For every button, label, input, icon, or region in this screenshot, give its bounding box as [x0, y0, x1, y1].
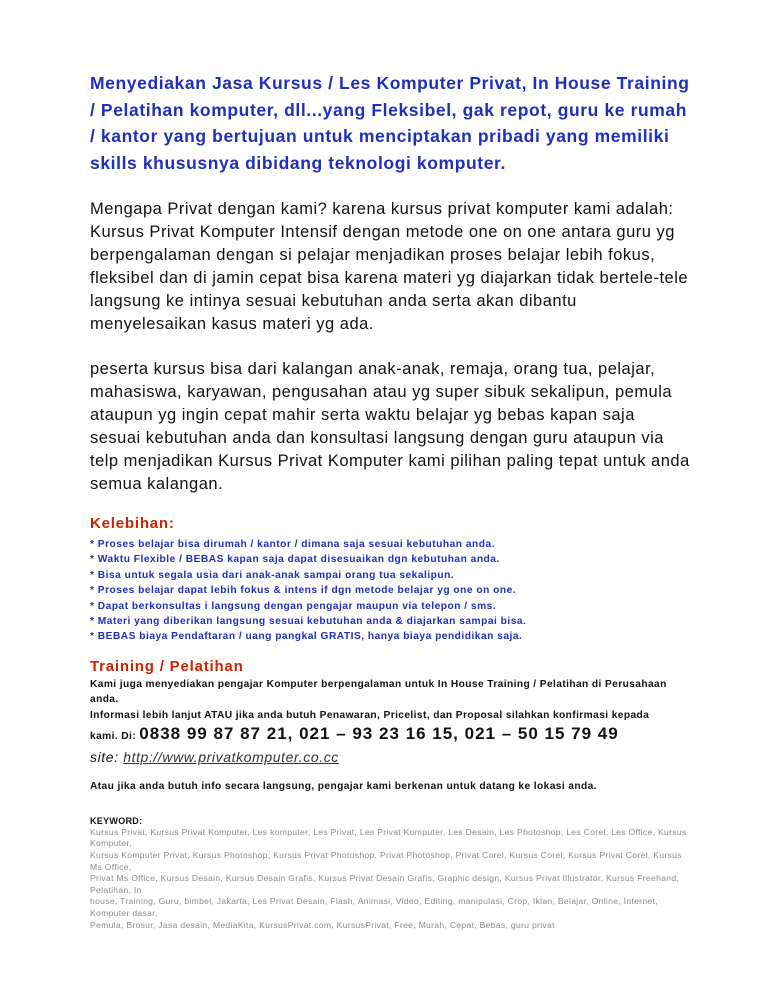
phone-numbers: 0838 99 87 87 21, 021 – 93 23 16 15, 021 – 50 15 79 49 [139, 724, 619, 744]
benefit-item: * Bisa untuk segala usia dari anak-anak sampai orang tua sekalipun. [90, 569, 455, 581]
audience-paragraph: peserta kursus bisa dari kalangan anak-anak, remaja, orang tua, pelajar, mahasiswa, karyawan, pengusahan atau yg super sibuk sekalipun, pemula ataupun yg ingin cepat mahir serta waktu belajar yg bebas kapan saja sesuai kebutuhan anda dan konsultasi langsung dengan guru ataupun via telp menjadikan Kursus Privat Komputer kami pilihan paling tepat untuk anda semua kalangan. [90, 360, 690, 493]
benefit-item: * Proses belajar bisa dirumah / kantor / dimana saja sesuai kebutuhan anda. [90, 539, 495, 550]
training-description: Kami juga menyediakan pengajar Komputer berpengalaman untuk In House Training / Pelatihan di Perusahaan anda. [90, 678, 667, 706]
keyword-line: Kursus Privat, Kursus Privat Komputer, Les komputer, Les Privat, Les Privat Komputer, Les Desain, Les Photoshop, Les Corel, Les Office, Kursus [90, 826, 687, 837]
keyword-line: Ms Office, [90, 861, 132, 872]
keyword-line: Komputer, [90, 838, 132, 849]
training-heading: Training / Pelatihan [90, 657, 244, 675]
benefit-item: * Materi yang diberikan langsung sesuai kebutuhan anda & diajarkan sampai bisa. [90, 616, 527, 628]
kelebihan-heading: Kelebihan: [90, 515, 175, 532]
info-line: Informasi lebih lanjut ATAU jika anda butuh Penawaran, Pricelist, dan Proposal silahkan konfirmasi kepada [90, 709, 650, 721]
benefits-list [90, 537, 690, 645]
keyword-line: Privat Ms Office, Kursus Desain, Kursus Desain Grafis, Kursus Privat Desain Grafis, Graphic design, Kursus Privat Illustrator, Kursus Freehand, [90, 873, 680, 884]
intro-paragraph: Mengapa Privat dengan kami? karena kursus privat komputer kami adalah: Kursus Privat Komputer Intensif dengan metode one on one antara guru yg berpengalaman dengan si pelajar menjadikan proses belajar lebih fokus, fleksibel dan di jamin cepat bisa karena materi yg diajarkan tidak bertele-tele langsung ke intinya sesuai kebutuhan anda serta akan dibantu menyelesaikan kasus materi yg ada. [90, 200, 689, 333]
keyword-line: Komputer dasar, [90, 908, 158, 918]
keyword-line: Pemula, Brosur, Jasa desain, MediaKita, KursusPrivat.com, KursusPrivat, Free, Murah, Cepat, Bebas, guru privat [90, 919, 555, 930]
headline: Menyediakan Jasa Kursus / Les Komputer Privat, In House Training / Pelatihan komputer, dll...yang Fleksibel, gak repot, guru ke rumah / kantor yang bertujuan untuk menciptakan pribadi yang memiliki skills khususnya dibidang teknologi komputer. [90, 73, 690, 173]
benefit-item: * Waktu Flexible / BEBAS kapan saja dapat disesuaikan dgn kebutuhan anda. [90, 554, 500, 566]
contact-phones [90, 723, 690, 748]
visit-note: Atau jika anda butuh info secara langsung, pengajar kami berkenan untuk datang ke lokasi anda. [90, 781, 597, 793]
document-page [90, 70, 690, 931]
site-line [90, 748, 690, 766]
site-link[interactable]: http://www.privatkomputer.co.cc [123, 749, 339, 766]
keyword-line: house, Training, Guru, bimbel, Jakarta, Les Privat Desain, Flash, Animasi, Video, Editing, manipulasi, Crop, Iklan, Belajar, Online, Internet, [90, 896, 658, 907]
keyword-block [90, 827, 690, 931]
keyword-line: Pelatihan, In [90, 884, 142, 895]
benefit-item: * BEBAS biaya Pendaftaran / uang pangkal GRATIS, hanya biaya pendidikan saja. [90, 631, 523, 643]
phone-prefix: kami. Di: [90, 731, 137, 743]
benefit-item: * Dapat berkonsultas i langsung dengan pengajar maupun via telepon / sms. [90, 600, 497, 612]
keyword-line: Kursus Komputer Privat, Kursus Photoshop, Kursus Privat Photoshop, Privat Photoshop, Privat Corel, Kursus Corel, Kursus Privat Corel, Kursus [90, 850, 682, 861]
benefit-item: * Proses belajar dapat lebih fokus & intens if dgn metode belajar yg one on one. [90, 585, 517, 597]
site-label: site: [90, 749, 119, 766]
keyword-heading: KEYWORD: [90, 815, 143, 826]
